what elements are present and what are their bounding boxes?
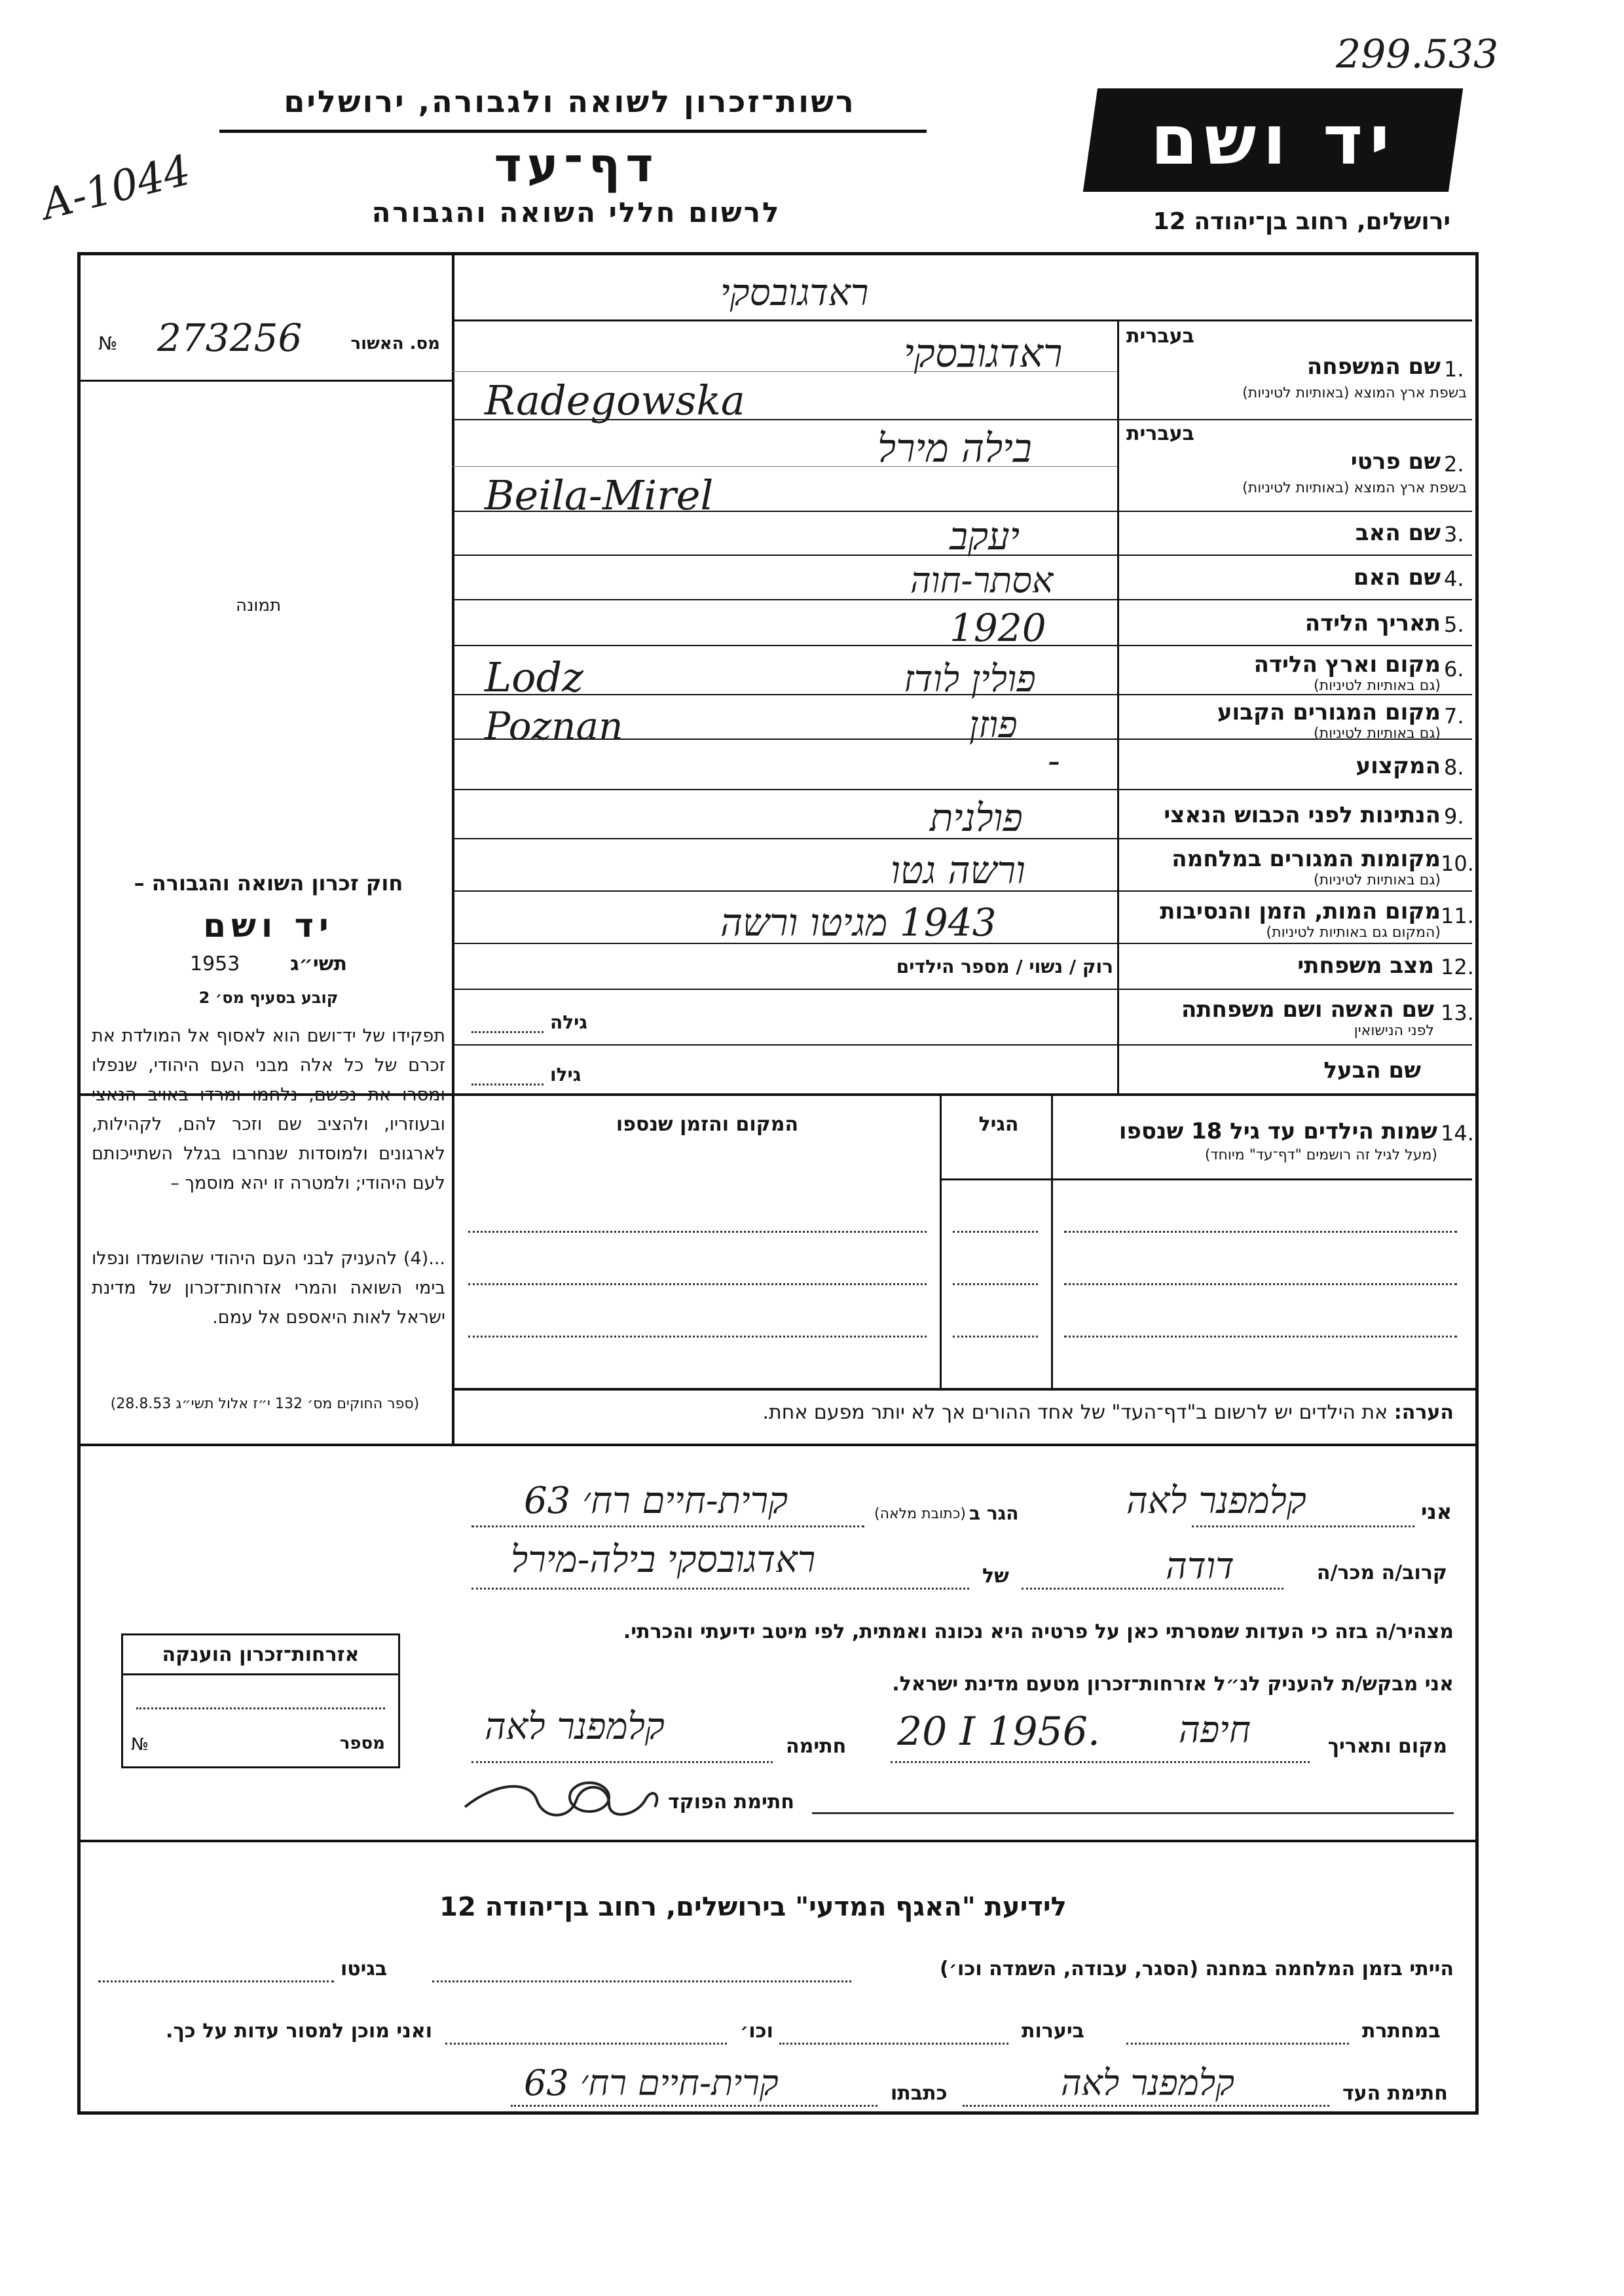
f5-value: 1920 xyxy=(950,606,1046,650)
witness-address-label: כתבתו xyxy=(891,2082,948,2105)
f6-latin-value: Lodz xyxy=(485,653,583,701)
f10-sublabel: (גם באותיות לטיניות) xyxy=(1314,872,1441,888)
f2-sublabel: בשפת ארץ המוצא (באותיות לטיניות) xyxy=(1242,480,1467,496)
husband-age-label: גילו xyxy=(550,1064,581,1085)
f7-sublabel: (גם באותיות לטיניות) xyxy=(1314,725,1441,742)
husband-label: שם הבעל xyxy=(1323,1057,1421,1084)
declarant-signature: קלמפנר לאה xyxy=(485,1705,665,1748)
f1-number: 1. xyxy=(1444,357,1464,382)
f7-hebrew-value: פוזן xyxy=(969,704,1018,746)
decl-request: אני מבקש/ת להעניק לנ״ל אזרחות־זכרון מטעם מדינת ישראל. xyxy=(892,1673,1454,1696)
approval-number-row xyxy=(92,316,445,367)
f2-number: 2. xyxy=(1444,452,1464,477)
col-place-header: המקום והזמן שנספו xyxy=(616,1113,799,1136)
f3-number: 3. xyxy=(1444,522,1464,547)
f14-sublabel: (מעל לגיל זה רושמים "דף־עד" מיוחד) xyxy=(1204,1147,1437,1163)
place-value: חיפה xyxy=(1179,1709,1251,1751)
f3-label: שם האב xyxy=(1355,520,1441,546)
footer-underground: במחתרת xyxy=(1362,2020,1441,2043)
margin-code: A-1044 xyxy=(37,146,196,230)
f13-sublabel: לפני הנישואין xyxy=(1354,1023,1434,1039)
f9-value: פולנית xyxy=(930,795,1023,840)
declarant-address: קרית-חיים רח׳ 63 xyxy=(524,1480,788,1522)
f7-latin-value: Poznan xyxy=(485,704,623,748)
f14-number: 14. xyxy=(1441,1121,1474,1146)
approval-number: 273256 xyxy=(157,316,303,360)
f7-label: מקום המגורים הקבוע xyxy=(1217,699,1441,725)
f2-in-hebrew: בעברית xyxy=(1126,422,1194,445)
law-source: (ספר החוקים מס׳ 132 י״ז אלול תשי״ג 28.8.53) xyxy=(110,1396,420,1412)
f6-hebrew-value: פולין לודז xyxy=(904,658,1036,701)
f8-number: 8. xyxy=(1444,755,1464,780)
decl-i: אני xyxy=(1421,1499,1452,1524)
f6-sublabel: (גם באותיות לטיניות) xyxy=(1314,678,1441,694)
f11-value: 1943 מגיטו ורשה xyxy=(720,900,997,945)
note xyxy=(471,1401,1454,1424)
footer-line1-b: בגיטו xyxy=(341,1958,388,1980)
approval-label: מס. האשור xyxy=(350,334,440,354)
f14-label: שמות הילדים עד גיל 18 שנספו xyxy=(1118,1118,1437,1144)
header-address: ירושלים, רחוב בן־יהודה 12 xyxy=(1153,208,1450,235)
archive-number: 299.533 xyxy=(1336,31,1499,77)
f12-number: 12. xyxy=(1441,955,1474,979)
relation-value: דודה xyxy=(1166,1545,1234,1588)
citizenship-box xyxy=(121,1633,400,1768)
form-title: דף־עד xyxy=(494,137,659,192)
f2-hebrew-value: בילה מירל xyxy=(877,426,1032,471)
f5-number: 5. xyxy=(1444,612,1464,637)
f13-age-label: גילה xyxy=(550,1011,587,1033)
declarant-name: קלמפנר לאה xyxy=(1126,1480,1306,1522)
law-year-row xyxy=(92,953,445,979)
f4-label: שם האם xyxy=(1353,564,1441,591)
top-note: ראדגובסקי xyxy=(720,272,869,314)
witness-address: קרית-חיים רח׳ 63 xyxy=(524,2062,779,2104)
f8-value: - xyxy=(1048,740,1060,782)
f11-label: מקום המות, הזמן והנסיבות xyxy=(1160,898,1441,924)
signature-flourish xyxy=(458,1768,668,1827)
f11-number: 11. xyxy=(1441,903,1474,928)
f2-label: שם פרטי xyxy=(1350,448,1441,475)
f5-label: תאריך הלידה xyxy=(1304,610,1441,636)
col-age-header: הגיל xyxy=(978,1113,1019,1136)
f1-in-hebrew: בעברית xyxy=(1126,325,1194,348)
f6-number: 6. xyxy=(1444,657,1464,682)
footer-title: לידיעת "האגף המדעי" בירושלים, רחוב בן־יהודה 12 xyxy=(439,1892,1067,1922)
law-text-1: תפקידו של יד־ושם הוא לאסוף אל המולדת את זכרם של כל אלה מבני העם היהודי, שנפלו ומסרו את נפשם, נלחמו ומרדו באויב הנאצי ובעוזריו, ולהציב שם וזכר להם, לקהילות, לארגונים ולמוסדות שנחרבו בגלל השתייכותם לעם היהודי; ולמטרה זו יהא מוסמך – xyxy=(92,1026,445,1194)
place-date-label: מקום ותאריך xyxy=(1327,1735,1447,1758)
official-signature-label: חתימת הפוקד xyxy=(668,1791,794,1813)
footer-etc: וכו׳ xyxy=(740,2020,773,2043)
f12-label: מצב משפחתי xyxy=(1297,953,1434,979)
f10-label: מקומות המגורים במלחמה xyxy=(1172,846,1441,872)
yad-vashem-logo xyxy=(1083,88,1463,192)
photo-label: תמונה xyxy=(236,596,282,615)
f7-number: 7. xyxy=(1444,704,1464,729)
citizenship-number-label: מספר xyxy=(339,1734,385,1753)
footer-forests: ביערות xyxy=(1022,2020,1084,2043)
f10-value: ורשה גטו xyxy=(891,848,1025,892)
decl-statement: מצהיר/ה בזה כי העדות שמסרתי כאן על פרטיה היא נכונה ואמתית, לפי מיטב ידיעתי והכרתי. xyxy=(623,1620,1454,1643)
f1-hebrew-value: ראדגובסקי xyxy=(904,331,1063,376)
f1-sublabel: בשפת ארץ המוצא (באותיות לטיניות) xyxy=(1242,385,1467,401)
f1-latin-value: Radegowska xyxy=(485,376,745,424)
number-sign: № xyxy=(98,333,118,354)
logo-text: יד ושם xyxy=(1150,100,1396,180)
f9-number: 9. xyxy=(1444,804,1464,829)
f2-latin-value: Beila-Mirel xyxy=(485,471,714,519)
authority-name: רשות־זכרון לשואה ולגבורה, ירושלים xyxy=(284,84,856,119)
f1-label: שם המשפחה xyxy=(1306,354,1441,380)
decl-of: של xyxy=(982,1565,1009,1588)
f8-label: המקצוע xyxy=(1356,753,1441,779)
law-year: 1953 xyxy=(190,953,240,975)
citizenship-no-mark: № xyxy=(131,1735,149,1755)
f4-value: אסתר-חוה xyxy=(910,560,1054,601)
f4-number: 4. xyxy=(1444,566,1464,591)
law-name: יד ושם xyxy=(203,907,334,945)
note-text: את הילדים יש לרשום ב"דף־העד" של אחד ההורים אך לא יותר מפעם אחת. xyxy=(762,1401,1388,1424)
f9-label: הנתינות לפני הכבוש הנאצי xyxy=(1164,802,1441,828)
f13-number: 13. xyxy=(1441,1000,1474,1025)
decl-full-address: (כתובת מלאה) xyxy=(874,1506,966,1522)
deceased-name: ראדגובסקי בילה-מירל xyxy=(511,1539,816,1581)
f11-sublabel: (המקום גם באותיות לטיניות) xyxy=(1266,924,1441,941)
form-subtitle: לרשום חללי השואה והגבורה xyxy=(371,196,781,228)
footer-line1-a: הייתי בזמן המלחמה במחנה (הסגר, עבודה, השמדה וכו׳) xyxy=(940,1958,1454,1980)
decl-resident-of: הגר ב xyxy=(969,1503,1019,1524)
date-value: 20 I 1956. xyxy=(897,1709,1100,1755)
law-clause: קובע בסעיף מס׳ 2 xyxy=(198,989,339,1007)
relative-label: קרוב/ה מכר/ה xyxy=(1316,1561,1447,1584)
f13-label: שם האשה ושם משפחתה xyxy=(1181,996,1434,1023)
law-year-heb: תשי״ג xyxy=(290,953,347,975)
f3-value: יעקב xyxy=(950,514,1020,558)
witness-label: חתימת העד xyxy=(1342,2082,1448,2105)
footer-ready: ואני מוכן למסור עדות על כך. xyxy=(166,2020,432,2043)
f10-number: 10. xyxy=(1441,851,1474,876)
law-text-2: ...(4) להעניק לבני העם היהודי שהושמדו ונפלו בימי השואה והמרי אזרחות־זכרון של מדינת ישראל לאות היאספם אל עמם. xyxy=(92,1248,445,1328)
citizenship-title: אזרחות־זכרון הוענקה xyxy=(162,1643,360,1666)
law-title: חוק זכרון השואה והגבורה – xyxy=(134,871,403,896)
signature-label: חתימה xyxy=(786,1735,847,1758)
f6-label: מקום וארץ הלידה xyxy=(1253,651,1441,678)
witness-signature: קלמפנר לאה xyxy=(1061,2062,1235,2104)
note-label: הערה: xyxy=(1393,1401,1454,1424)
f12-options: רוק / נשוי / מספר הילדים xyxy=(896,956,1113,977)
